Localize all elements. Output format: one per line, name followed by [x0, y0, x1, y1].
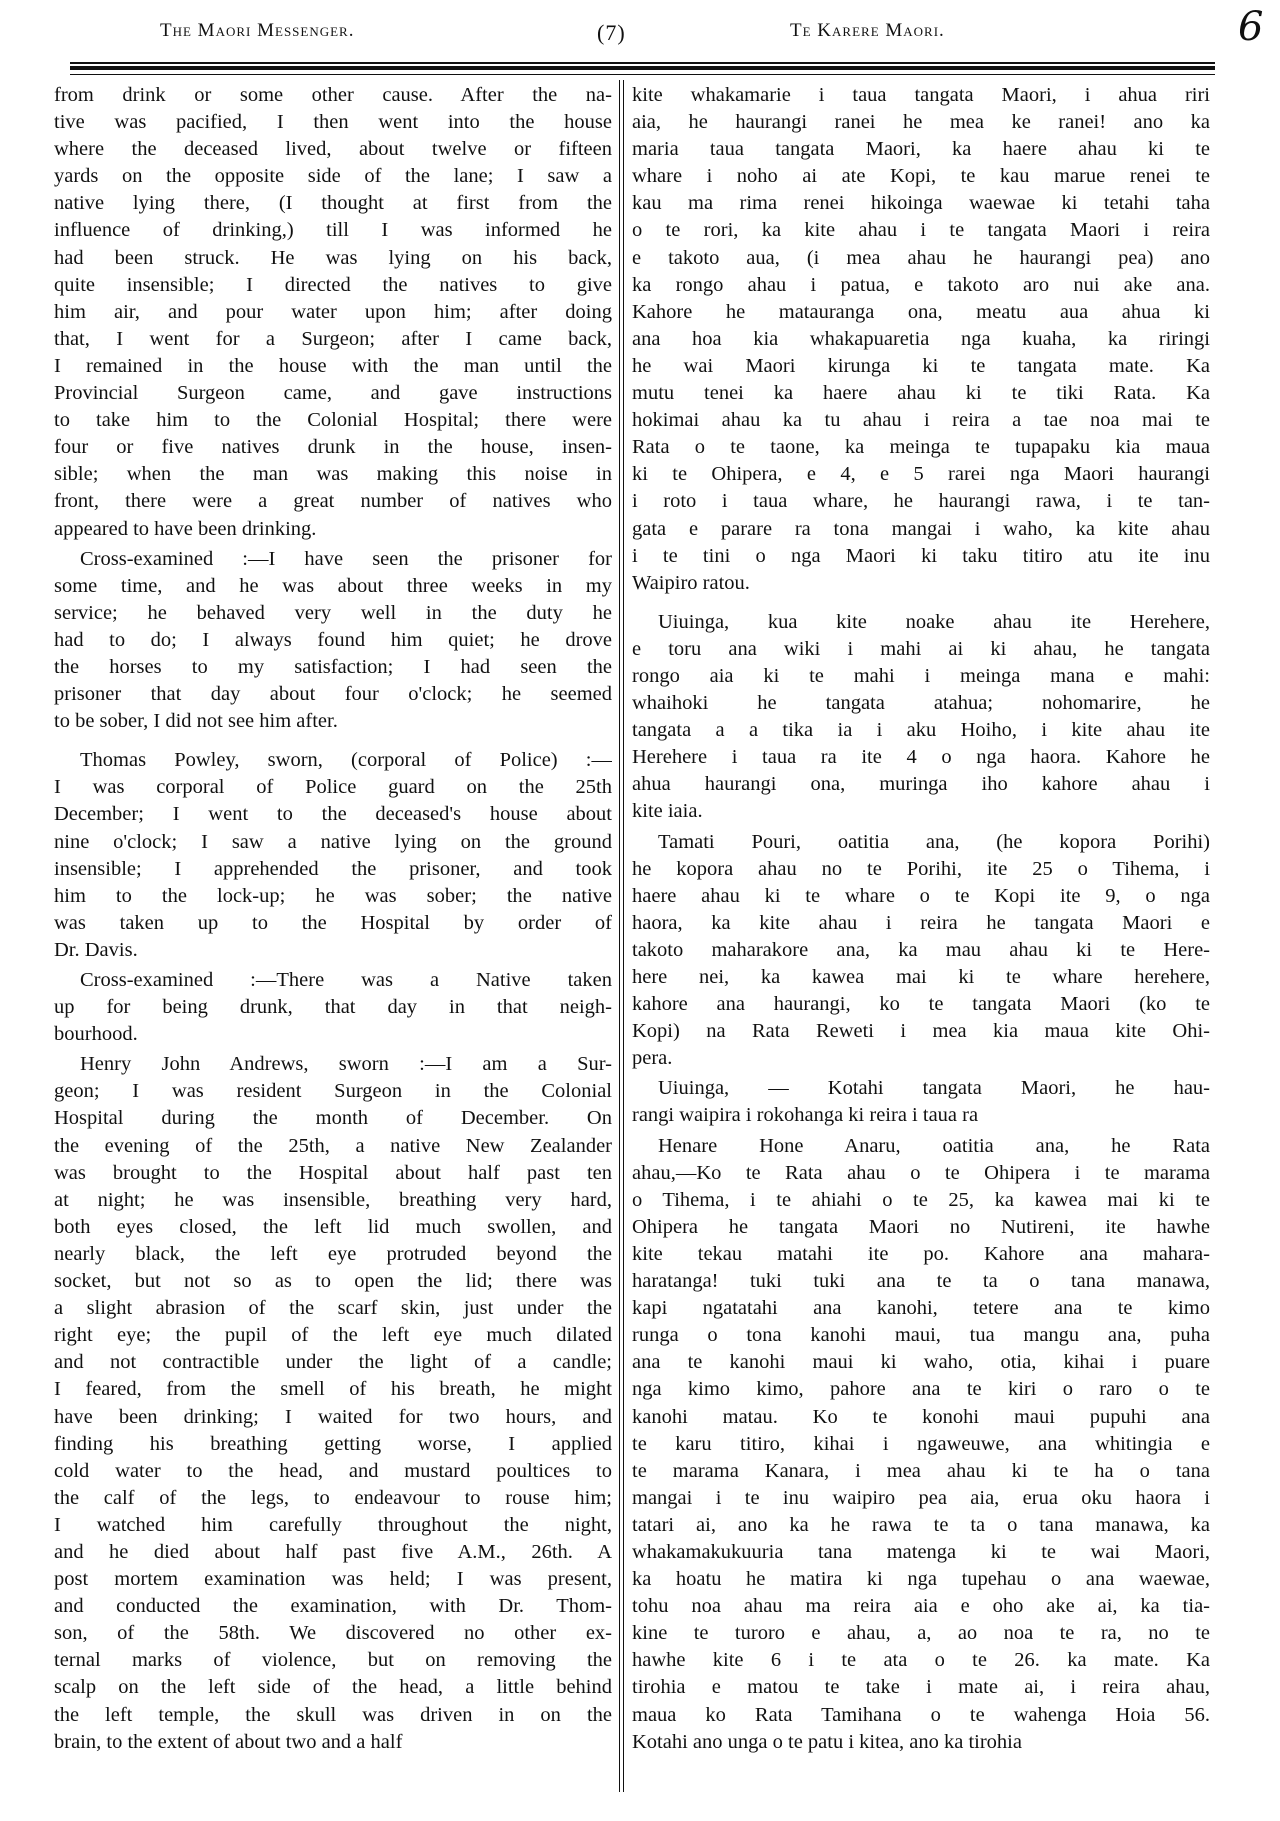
english-column — [54, 82, 612, 1759]
text-line: here nei, ka kawea mai ki te whare herehere, — [632, 966, 1210, 988]
text-line: Kotahi ano unga o te patu i kitea, ano ka tirohia — [632, 1730, 1022, 1753]
text-line: I remained in the house with the man until the — [54, 354, 612, 377]
text-line: runga o tona kanohi maui, tua mangu ana, puha — [632, 1324, 1210, 1347]
text-line: Henry John Andrews, sworn :—I am a Sur- — [80, 1053, 612, 1076]
text-line: rangi waipira i rokohanga ki reira i taua ra — [632, 1104, 979, 1127]
text-line: cold water to the head, and mustard poultices to — [54, 1459, 612, 1482]
paragraph — [54, 546, 612, 736]
header-rule — [70, 62, 1215, 64]
paragraph — [632, 1133, 1210, 1756]
text-line: insensible; I apprehended the prisoner, and took — [54, 857, 612, 880]
text-line: right eye; the pupil of the left eye much dilated — [54, 1324, 612, 1347]
text-line: service; he behaved very well in the duty he — [54, 601, 612, 624]
text-line: he wai Maori kirunga ki te tangata mate. Ka — [632, 354, 1210, 377]
text-line: ternal marks of violence, but on removing the — [54, 1649, 612, 1672]
paragraph — [54, 967, 612, 1048]
text-line: from drink or some other cause. After the na- — [54, 84, 612, 106]
text-line: both eyes closed, the left lid much swollen, and — [54, 1215, 612, 1238]
text-line: kapi ngatatahi ana kanohi, tetere ana te kimo — [632, 1297, 1210, 1320]
text-line: was brought to the Hospital about half past ten — [54, 1161, 612, 1184]
text-line: kanohi matau. Ko te konohi maui pupuhi ana — [632, 1405, 1210, 1428]
text-line: scalp on the left side of the head, a little behind — [54, 1676, 612, 1699]
column-divider — [623, 80, 624, 1792]
text-line: kau ma rima renei hikoinga waewae ki tetahi taha — [632, 192, 1210, 215]
text-line: Uiuinga, — Kotahi tangata Maori, he hau- — [658, 1077, 1210, 1100]
paragraph — [632, 1075, 1210, 1129]
text-line: at night; he was insensible, breathing very hard, — [54, 1188, 612, 1211]
text-line: Herehere i taua ra ite 4 o nga haora. Kahore he — [632, 746, 1210, 769]
text-line: mangai i te inu waipiro pea aia, erua oku haora i — [632, 1486, 1210, 1509]
text-line: ana te kanohi maui ki waho, otia, kihai i puare — [632, 1351, 1210, 1374]
text-line: I watched him carefully throughout the night, — [54, 1513, 612, 1536]
text-line: Henare Hone Anaru, oatitia ana, he Rata — [658, 1134, 1210, 1157]
text-line: and conducted the examination, with Dr. Thom- — [54, 1595, 612, 1618]
text-line: kite tekau matahi ite po. Kahore ana mahara- — [632, 1242, 1210, 1265]
text-line: kahore ana haurangi, ko te tangata Maori (ko te — [632, 993, 1210, 1016]
text-line: Ohipera he tangata Maori no Nutireni, ite hawhe — [632, 1215, 1210, 1238]
text-line: him to the lock-up; he was sober; the native — [54, 884, 612, 907]
text-line: son, of the 58th. We discovered no other ex- — [54, 1622, 612, 1645]
text-line: nearly black, the left eye protruded beyond the — [54, 1242, 612, 1265]
text-line: aia, he haurangi ranei he mea ke ranei! ano ka — [632, 111, 1210, 134]
page-number: (7) — [597, 20, 626, 45]
masthead-english-title: The Maori Messenger. — [160, 20, 355, 41]
text-line: Provincial Surgeon came, and gave instructions — [54, 382, 612, 405]
text-line: and not contractible under the light of a candle; — [54, 1351, 612, 1374]
text-line: maua ko Rata Tamihana o te wahenga Hoia 56. — [632, 1703, 1210, 1726]
text-line: Kopi) na Rata Reweti i mea kia maua kite Ohi- — [632, 1020, 1210, 1043]
text-line: prisoner that day about four o'clock; he seemed — [54, 683, 612, 706]
text-line: Dr. Davis. — [54, 938, 138, 961]
text-line: e takoto aua, (i mea ahau he haurangi pea) ano — [632, 246, 1210, 269]
text-line: te karu titiro, kihai i ngaweuwe, ana whitingia e — [632, 1432, 1210, 1455]
text-line: whaihoki he tangata atahua; nohomarire, he — [632, 692, 1210, 715]
handwritten-page-annotation: 6 — [1238, 4, 1264, 50]
text-line: was taken up to the Hospital by order of — [54, 911, 612, 934]
text-line: haere ahau ki te whare o te Kopi ite 9, o nga — [632, 884, 1210, 907]
text-line: socket, but not so as to open the lid; there was — [54, 1270, 612, 1293]
text-line: ana hoa kia whakapuaretia nga kuaha, ka riringi — [632, 327, 1210, 350]
text-line: haratanga! tuki tuki ana te ta o tana manawa, — [632, 1270, 1210, 1293]
text-line: nine o'clock; I saw a native lying on the ground — [54, 830, 612, 853]
text-line: tirohia e matou te take i mate ai, i reira ahau, — [632, 1676, 1210, 1699]
text-line: kite iaia. — [632, 800, 703, 823]
text-line: December; I went to the deceased's house about — [54, 803, 612, 826]
text-line: e toru ana wiki i mahi ai ki ahau, he tangata — [632, 637, 1210, 660]
text-line: takoto maharakore ana, ka mau ahau ki te Here- — [632, 938, 1210, 961]
paragraph — [54, 82, 612, 543]
text-line: whakamakukuuria tana matenga ki te wai Maori, — [632, 1540, 1210, 1563]
text-line: Thomas Powley, sworn, (corporal of Police) :— — [80, 749, 612, 772]
text-line: geon; I was resident Surgeon in the Colonial — [54, 1080, 612, 1103]
text-line: native lying there, (I thought at first from the — [54, 192, 612, 215]
text-line: a slight abrasion of the scarf skin, just under the — [54, 1297, 612, 1320]
text-line: Uiuinga, kua kite noake ahau ite Herehere, — [658, 610, 1210, 633]
text-line: he kopora ahau no te Porihi, ite 25 o Tihema, i — [632, 857, 1210, 880]
text-line: kine te turoro e ahau, a, ao noa te ra, no te — [632, 1622, 1210, 1645]
text-line: bourhood. — [54, 1023, 138, 1046]
text-line: have been drinking; I waited for two hours, and — [54, 1405, 612, 1428]
text-line: ahua haurangi ona, muringa iho kahore ahau i — [632, 773, 1210, 796]
text-line: front, there were a great number of natives who — [54, 490, 612, 513]
text-line: four or five natives drunk in the house, insen- — [54, 436, 612, 459]
text-line: hawhe kite 6 i te ata o te 26. ka mate. Ka — [632, 1649, 1210, 1672]
text-line: brain, to the extent of about two and a half — [54, 1730, 403, 1753]
text-line: Tamati Pouri, oatitia ana, (he kopora Porihi) — [658, 830, 1210, 853]
text-line: nga kimo kimo, pahore ana te kiri o raro o te — [632, 1378, 1210, 1401]
paragraph — [632, 609, 1210, 826]
text-line: Kahore he matauranga ona, meatu aua ahua ki — [632, 300, 1210, 323]
text-line: rongo aia ki te mahi i meinga mana e mahi: — [632, 664, 1210, 687]
maori-column — [632, 82, 1210, 1759]
text-line: some time, and he was about three weeks in my — [54, 574, 612, 597]
text-line: where the deceased lived, about twelve or fifteen — [54, 138, 612, 161]
text-line: ka hoatu he matira ki nga tupehau o ana waewae, — [632, 1568, 1210, 1591]
text-line: Hospital during the month of December. On — [54, 1107, 612, 1130]
text-line: tive was pacified, I then went into the house — [54, 111, 612, 134]
text-line: yards on the opposite side of the lane; I saw a — [54, 165, 612, 188]
header-rule — [70, 74, 1215, 75]
text-line: i roto i taua whare, he haurangi rawa, i te tan- — [632, 490, 1210, 513]
text-line: hokimai ahau ka tu ahau i reira a tae noa mai te — [632, 409, 1210, 432]
text-line: pera. — [632, 1047, 673, 1070]
text-line: to take him to the Colonial Hospital; there were — [54, 409, 612, 432]
text-line: up for being drunk, that day in that neigh- — [54, 996, 612, 1019]
text-line: maria taua tangata Maori, ka haere ahau ki te — [632, 138, 1210, 161]
text-line: sible; when the man was making this noise in — [54, 463, 612, 486]
text-line: and he died about half past five A.M., 26th. A — [54, 1540, 612, 1563]
text-line: o Tihema, i te ahiahi o te 25, ka kawea mai ki te — [632, 1188, 1210, 1211]
text-line: influence of drinking,) till I was informed he — [54, 219, 612, 242]
text-line: Cross-examined :—I have seen the prisoner for — [80, 547, 612, 570]
text-line: haora, ka kite ahau i reira he tangata Maori e — [632, 911, 1210, 934]
text-line: had been struck. He was lying on his back, — [54, 246, 612, 269]
masthead-maori-title: Te Karere Maori. — [790, 20, 945, 41]
text-line: tangata a a tika ia i aku Hoiho, i kite ahau ite — [632, 719, 1210, 742]
text-line: whare i noho ai ate Kopi, te kau marue renei te — [632, 165, 1210, 188]
text-line: the horses to my satisfaction; I had seen the — [54, 655, 612, 678]
text-line: to be sober, I did not see him after. — [54, 710, 338, 733]
text-line: appeared to have been drinking. — [54, 517, 317, 540]
text-line: I feared, from the smell of his breath, he might — [54, 1378, 612, 1401]
text-line: quite insensible; I directed the natives to give — [54, 273, 612, 296]
text-line: finding his breathing getting worse, I applied — [54, 1432, 612, 1455]
text-line: tatari ai, ano ka he rawa te ta o tana manawa, ka — [632, 1513, 1210, 1536]
text-line: him air, and pour water upon him; after doing — [54, 300, 612, 323]
text-line: mutu tenei ka haere ahau ki te tiki Rata. Ka — [632, 382, 1210, 405]
text-line: ki te Ohipera, e 4, e 5 rarei nga Maori haurangi — [632, 463, 1210, 486]
text-line: te marama Kanara, i mea ahau ki te ha o tana — [632, 1459, 1210, 1482]
text-line: post mortem examination was held; I was present, — [54, 1568, 612, 1591]
paragraph — [632, 82, 1210, 597]
paragraph — [54, 1051, 612, 1755]
paragraph — [54, 747, 612, 964]
text-line: the left temple, the skull was driven in on the — [54, 1703, 612, 1726]
text-line: I was corporal of Police guard on the 25th — [54, 776, 612, 799]
text-line: o te rori, ka kite ahau i te tangata Maori i reira — [632, 219, 1210, 242]
paragraph — [632, 829, 1210, 1073]
text-line: the evening of the 25th, a native New Zealander — [54, 1134, 612, 1157]
text-line: had to do; I always found him quiet; he drove — [54, 628, 612, 651]
header-rule — [70, 66, 1215, 70]
text-line: tohu noa ahau ma reira aia e oho ake ai, ka tia- — [632, 1595, 1210, 1618]
text-line: that, I went for a Surgeon; after I came back, — [54, 327, 612, 350]
text-line: Waipiro ratou. — [632, 571, 750, 594]
text-line: ka rongo ahau i patua, e takoto aro nui ake ana. — [632, 273, 1210, 296]
column-divider — [619, 80, 620, 1792]
text-line: the calf of the legs, to endeavour to rouse him; — [54, 1486, 612, 1509]
text-line: Rata o te taone, ka meinga te tupapaku kia maua — [632, 436, 1210, 459]
text-line: gata e parare ra tona mangai i waho, ka kite ahau — [632, 517, 1210, 540]
text-line: ahau,—Ko te Rata ahau o te Ohipera i te marama — [632, 1161, 1210, 1184]
text-line: kite whakamarie i taua tangata Maori, i ahua riri — [632, 84, 1210, 106]
text-line: i te tini o nga Maori ki taku titiro atu ite inu — [632, 544, 1210, 567]
text-line: Cross-examined :—There was a Native taken — [80, 969, 612, 991]
